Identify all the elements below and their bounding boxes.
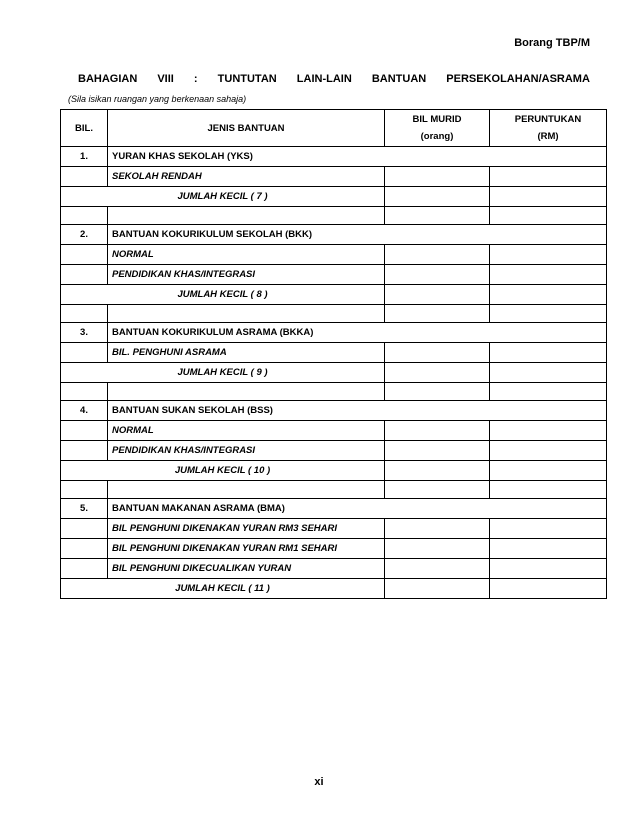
bil-murid-input[interactable] [385,167,490,187]
subtotal-murid-input[interactable] [385,579,490,599]
section-title-cell: YURAN KHAS SEKOLAH (YKS) [108,147,607,167]
section-number: 2. [61,225,108,245]
item-label: SEKOLAH RENDAH [108,167,385,187]
subtotal-peruntukan-input[interactable] [490,461,607,481]
section-number: 3. [61,323,108,343]
item-bil-cell [61,343,108,363]
bil-murid-input[interactable] [385,245,490,265]
item-label: BIL PENGHUNI DIKENAKAN YURAN RM1 SEHARI [108,539,385,559]
instruction-note: (Sila isikan ruangan yang berkenaan sahaja) [68,94,247,104]
item-bil-cell [61,441,108,461]
header-bil-murid [385,110,490,147]
item-bil-cell [61,519,108,539]
section-number: 1. [61,147,108,167]
item-row [61,559,607,579]
subtotal-row [61,363,607,383]
spacer-row [61,383,607,401]
item-bil-cell [61,167,108,187]
spacer-row [61,481,607,499]
subtotal-row [61,461,607,481]
bil-murid-input[interactable] [385,441,490,461]
spacer-cell [61,481,108,499]
item-label: NORMAL [108,421,385,441]
section-title-cell: BANTUAN SUKAN SEKOLAH (BSS) [108,401,607,421]
header-jenis-bantuan: JENIS BANTUAN [108,110,385,147]
spacer-cell [108,305,385,323]
item-row [61,441,607,461]
subtotal-label: JUMLAH KECIL ( 10 ) [61,461,385,481]
peruntukan-input[interactable] [490,539,607,559]
spacer-cell [490,383,607,401]
section-row [61,225,607,245]
peruntukan-input[interactable] [490,421,607,441]
table-body [61,147,607,599]
header-peruntukan-line1: PERUNTUKAN [514,114,582,125]
section-number: 5. [61,499,108,519]
item-label: BIL PENGHUNI DIKECUALIKAN YURAN [108,559,385,579]
section-title [78,73,590,85]
item-row [61,245,607,265]
subtotal-murid-input[interactable] [385,285,490,305]
subtotal-murid-input[interactable] [385,363,490,383]
spacer-cell [490,207,607,225]
spacer-row [61,207,607,225]
section-row [61,147,607,167]
spacer-cell [385,305,490,323]
section-title-cell: BANTUAN KOKURIKULUM ASRAMA (BKKA) [108,323,607,343]
title-word: : [193,73,198,85]
table-header-row [61,110,607,147]
peruntukan-input[interactable] [490,167,607,187]
bil-murid-input[interactable] [385,265,490,285]
header-peruntukan [490,110,607,147]
item-bil-cell [61,421,108,441]
item-row [61,421,607,441]
item-label: BIL PENGHUNI DIKENAKAN YURAN RM3 SEHARI [108,519,385,539]
spacer-cell [385,383,490,401]
bil-murid-input[interactable] [385,421,490,441]
spacer-cell [61,305,108,323]
bil-murid-input[interactable] [385,519,490,539]
page-number: xi [314,776,324,788]
item-label: PENDIDIKAN KHAS/INTEGRASI [108,265,385,285]
section-row [61,499,607,519]
title-word: LAIN-LAIN [296,73,352,85]
subtotal-peruntukan-input[interactable] [490,285,607,305]
claims-table [60,109,607,599]
subtotal-peruntukan-input[interactable] [490,579,607,599]
subtotal-label: JUMLAH KECIL ( 8 ) [61,285,385,305]
peruntukan-input[interactable] [490,343,607,363]
section-row [61,323,607,343]
title-word: BANTUAN [371,73,427,85]
spacer-cell [61,207,108,225]
spacer-cell [385,481,490,499]
form-code: Borang TBP/M [514,37,590,49]
item-bil-cell [61,245,108,265]
spacer-cell [108,481,385,499]
header-peruntukan-line2: (RM) [537,131,559,142]
peruntukan-input[interactable] [490,519,607,539]
item-bil-cell [61,539,108,559]
item-row [61,539,607,559]
item-bil-cell [61,559,108,579]
section-title-cell: BANTUAN MAKANAN ASRAMA (BMA) [108,499,607,519]
item-row [61,519,607,539]
header-bil-murid-line1: BIL MURID [412,114,462,125]
subtotal-label: JUMLAH KECIL ( 11 ) [61,579,385,599]
spacer-cell [490,481,607,499]
section-number: 4. [61,401,108,421]
subtotal-peruntukan-input[interactable] [490,363,607,383]
peruntukan-input[interactable] [490,265,607,285]
spacer-cell [108,383,385,401]
subtotal-peruntukan-input[interactable] [490,187,607,207]
item-label: NORMAL [108,245,385,265]
title-word: BAHAGIAN [78,73,138,85]
subtotal-row [61,579,607,599]
spacer-cell [490,305,607,323]
subtotal-murid-input[interactable] [385,187,490,207]
peruntukan-input[interactable] [490,441,607,461]
title-word: PERSEKOLAHAN/ASRAMA [446,73,590,85]
bil-murid-input[interactable] [385,539,490,559]
item-row [61,265,607,285]
bil-murid-input[interactable] [385,559,490,579]
peruntukan-input[interactable] [490,559,607,579]
subtotal-row [61,187,607,207]
item-label: BIL. PENGHUNI ASRAMA [108,343,385,363]
header-bil-murid-line2: (orang) [420,131,454,142]
spacer-row [61,305,607,323]
section-title-cell: BANTUAN KOKURIKULUM SEKOLAH (BKK) [108,225,607,245]
spacer-cell [108,207,385,225]
subtotal-label: JUMLAH KECIL ( 7 ) [61,187,385,207]
item-bil-cell [61,265,108,285]
subtotal-label: JUMLAH KECIL ( 9 ) [61,363,385,383]
spacer-cell [61,383,108,401]
item-row [61,343,607,363]
item-label: PENDIDIKAN KHAS/INTEGRASI [108,441,385,461]
header-bil: BIL. [61,110,108,147]
spacer-cell [385,207,490,225]
bil-murid-input[interactable] [385,343,490,363]
peruntukan-input[interactable] [490,245,607,265]
subtotal-row [61,285,607,305]
title-word: TUNTUTAN [217,73,277,85]
item-row [61,167,607,187]
subtotal-murid-input[interactable] [385,461,490,481]
section-row [61,401,607,421]
title-word: VIII [157,73,174,85]
